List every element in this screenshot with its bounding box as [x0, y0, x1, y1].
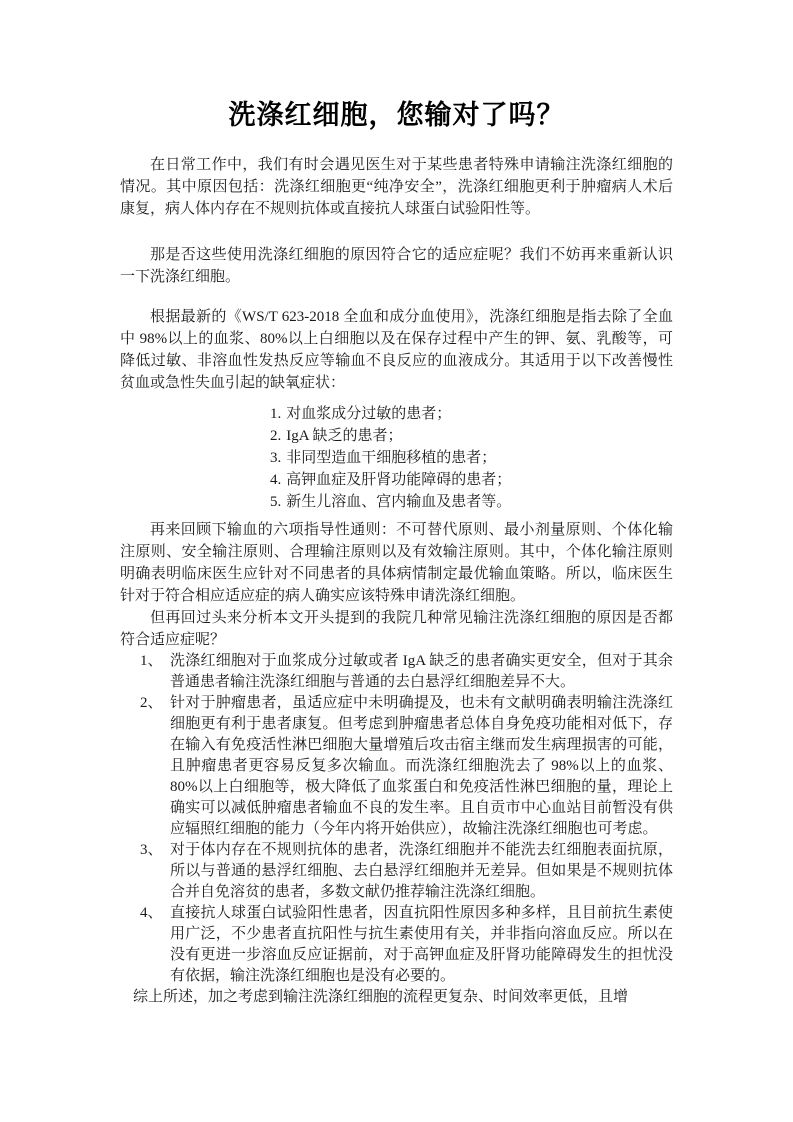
indication-text: 对血浆成分过敏的患者；: [286, 406, 452, 422]
indication-text: IgA 缺乏的患者；: [286, 428, 403, 444]
indication-number: 3.: [270, 450, 282, 466]
analysis-text: 直接抗人球蛋白试验阳性患者，因直抗阳性原因多种多样，且目前抗生素使用广泛，不少患者直抗阳性与抗生素使用有关，并非指向溶血反应。所以在没有更进一步溶血反应证据前，对于高钾血症及肝肾功能障碍发生的担忧没有依据，输注洗涤红细胞也是没有必要的。: [170, 905, 673, 984]
indication-item: [270, 491, 673, 513]
analysis-text: 针对于肿瘤患者，虽适应症中未明确提及，也未有文献明确表明输注洗涤红细胞更有利于患者康复。但考虑到肿瘤患者总体自身免疫功能相对低下，存在输入有免疫活性淋巴细胞大量增殖后攻击宿主继而发生病理损害的可能，且肿瘤患者更容易反复多次输血。而洗涤红细胞洗去了 98%以上的血浆、80%以上白细胞等，极大降低了血浆蛋白和免疫活性淋巴细胞的量，理论上确实可以减低肿瘤患者输血不良的发生率。且自贡市中心血站目前暂没有供应辐照红细胞的能力（今年内将开始供应），故输注洗涤红细胞也可考虑。: [170, 695, 673, 837]
indication-text: 高钾血症及肝肾功能障碍的患者；: [286, 472, 512, 488]
indication-text: 新生儿溶血、宫内输血及患者等。: [286, 494, 512, 510]
indication-number: 4.: [270, 472, 282, 488]
indication-item: [270, 425, 673, 447]
indication-number: 1.: [270, 406, 282, 422]
analysis-text: 对于体内存在不规则抗体的患者，洗涤红细胞并不能洗去红细胞表面抗原，所以与普通的悬浮红细胞、去白悬浮红细胞并无差异。但如果是不规则抗体合并自免溶贫的患者，多数文献仍推荐输注洗涤红细胞。: [170, 842, 673, 900]
analysis-item: [120, 903, 673, 987]
analysis-list: [120, 651, 673, 987]
indication-number: 5.: [270, 494, 282, 510]
indication-item: [270, 469, 673, 491]
analysis-number: 2、: [140, 695, 163, 711]
closing-paragraph: 综上所述，加之考虑到输注洗涤红细胞的流程更复杂、时间效率更低，且增: [133, 989, 629, 1005]
analysis-number: 4、: [140, 905, 163, 921]
indication-item: [270, 403, 673, 425]
indications-list: [270, 403, 673, 513]
paragraph-intro: 在日常工作中，我们有时会遇见医生对于某些患者特殊申请输注洗涤红细胞的情况。其中原因包括：洗涤红细胞更“纯净安全”，洗涤红细胞更利于肿瘤病人术后康复，病人体内存在不规则抗体或直接抗人球蛋白试验阳性等。: [120, 157, 673, 217]
indication-text: 非同型造血干细胞移植的患者；: [286, 450, 497, 466]
analysis-item: [120, 693, 673, 840]
paragraph-principles: 再来回顾下输血的六项指导性通则：不可替代原则、最小剂量原则、个体化输注原则、安全输注原则、合理输注原则以及有效输注原则。其中，个体化输注原则明确表明临床医生应针对不同患者的具体病情制定最优输血策略。所以，临床医生针对于符合相应适应症的病人确实应该特殊申请洗涤红细胞。: [120, 522, 673, 604]
analysis-item: [120, 651, 673, 693]
analysis-number: 1、: [140, 653, 163, 669]
analysis-text: 洗涤红细胞对于血浆成分过敏或者 IgA 缺乏的患者确实更安全，但对于其余普通患者输注洗涤红细胞与普通的去白悬浮红细胞差异不大。: [170, 653, 673, 690]
paragraph-definition: 根据最新的《WS/T 623-2018 全血和成分血使用》，洗涤红细胞是指去除了全血中 98%以上的血浆、80%以上白细胞以及在保存过程中产生的钾、氨、乳酸等，可降低过敏、非溶血性发热反应等输血不良反应的血液成分。其适用于以下改善慢性贫血或急性失血引起的缺氧症状：: [120, 309, 673, 391]
page-title: 洗涤红细胞，您输对了吗？: [228, 100, 565, 130]
paragraph-analysis-intro: 但再回过头来分析本文开头提到的我院几种常见输注洗涤红细胞的原因是否都符合适应症呢？: [120, 610, 673, 648]
analysis-number: 3、: [140, 842, 163, 858]
indication-item: [270, 447, 673, 469]
paragraph-question: 那是否这些使用洗涤红细胞的原因符合它的适应症呢？我们不妨再来重新认识一下洗涤红细胞。: [120, 247, 673, 285]
indication-number: 2.: [270, 428, 282, 444]
analysis-item: [120, 840, 673, 903]
